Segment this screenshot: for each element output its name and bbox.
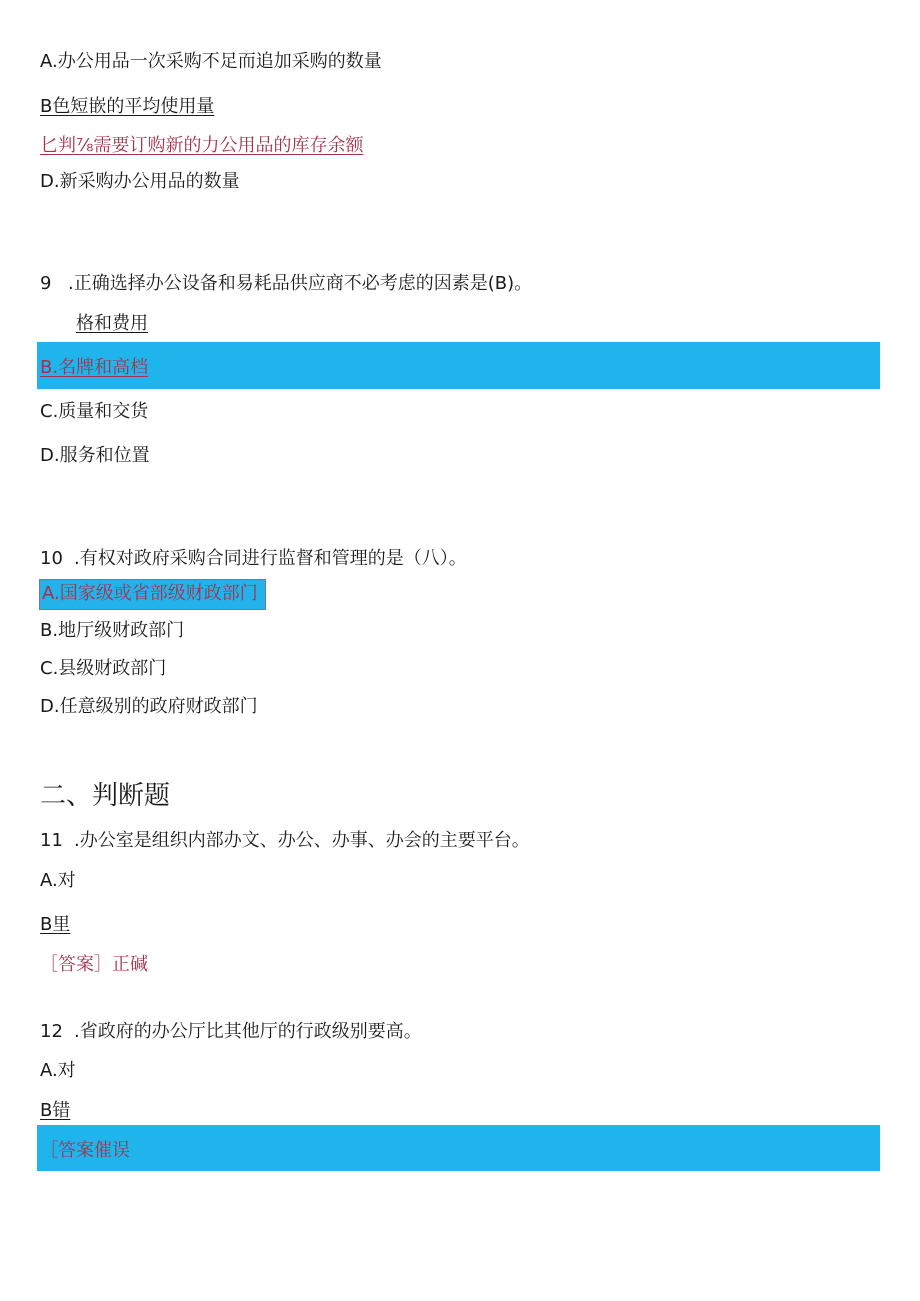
q8-option-b: B色短嵌的平均使用量 [40, 96, 215, 117]
q12-answer: ［答案催误 [40, 1140, 130, 1161]
q12-option-a: A.对 [40, 1060, 76, 1081]
section-heading: 二、判断题 [40, 781, 171, 811]
q9-option-b-answer: B.名牌和高档 [40, 357, 149, 378]
q12-answer-highlight [37, 1125, 880, 1171]
q9-number: 9 [40, 273, 52, 294]
q9-stem-text: .正确选择办公设备和易耗品供应商不必考虑的因素是(B)。 [68, 273, 533, 294]
q11-option-b: B里 [40, 914, 71, 935]
q10-number: 10 [40, 548, 63, 569]
q10-stem-text: .有权对政府采购合同进行监督和管理的是（八）。 [74, 548, 467, 569]
q12-option-b: B错 [40, 1100, 71, 1121]
q9-answer-highlight [37, 342, 880, 389]
q12-number: 12 [40, 1021, 63, 1042]
q8-option-c-answer: 匕判⅞需要订购新的力公用品的库存余额 [40, 135, 364, 156]
q9-option-c: C.质量和交货 [40, 401, 149, 422]
q8-option-d: D.新采购办公用品的数量 [40, 171, 240, 192]
q10-option-b: B.地厅级财政部门 [40, 620, 185, 641]
q10-option-d: D.任意级别的政府财政部门 [40, 696, 258, 717]
q11-number: 11 [40, 830, 63, 851]
q9-stem [40, 272, 532, 296]
q11-stem [40, 829, 530, 853]
q11-stem-text: .办公室是组织内部办文、办公、办事、办会的主要平台。 [74, 830, 530, 851]
q9-option-d: D.服务和位置 [40, 445, 150, 466]
q9-option-a: 格和费用 [76, 313, 148, 334]
q12-stem-text: .省政府的办公厅比其他厅的行政级别要高。 [74, 1021, 422, 1042]
q10-option-a-answer: A.国家级或省部级财政部门 [42, 583, 258, 604]
q11-option-a: A.对 [40, 870, 76, 891]
q11-answer: ［答案］正碱 [40, 954, 148, 975]
q10-stem [40, 547, 467, 571]
q12-stem [40, 1020, 422, 1044]
q8-option-a: A.办公用品一次采购不足而追加采购的数量 [40, 51, 382, 72]
q10-option-c: C.县级财政部门 [40, 658, 167, 679]
